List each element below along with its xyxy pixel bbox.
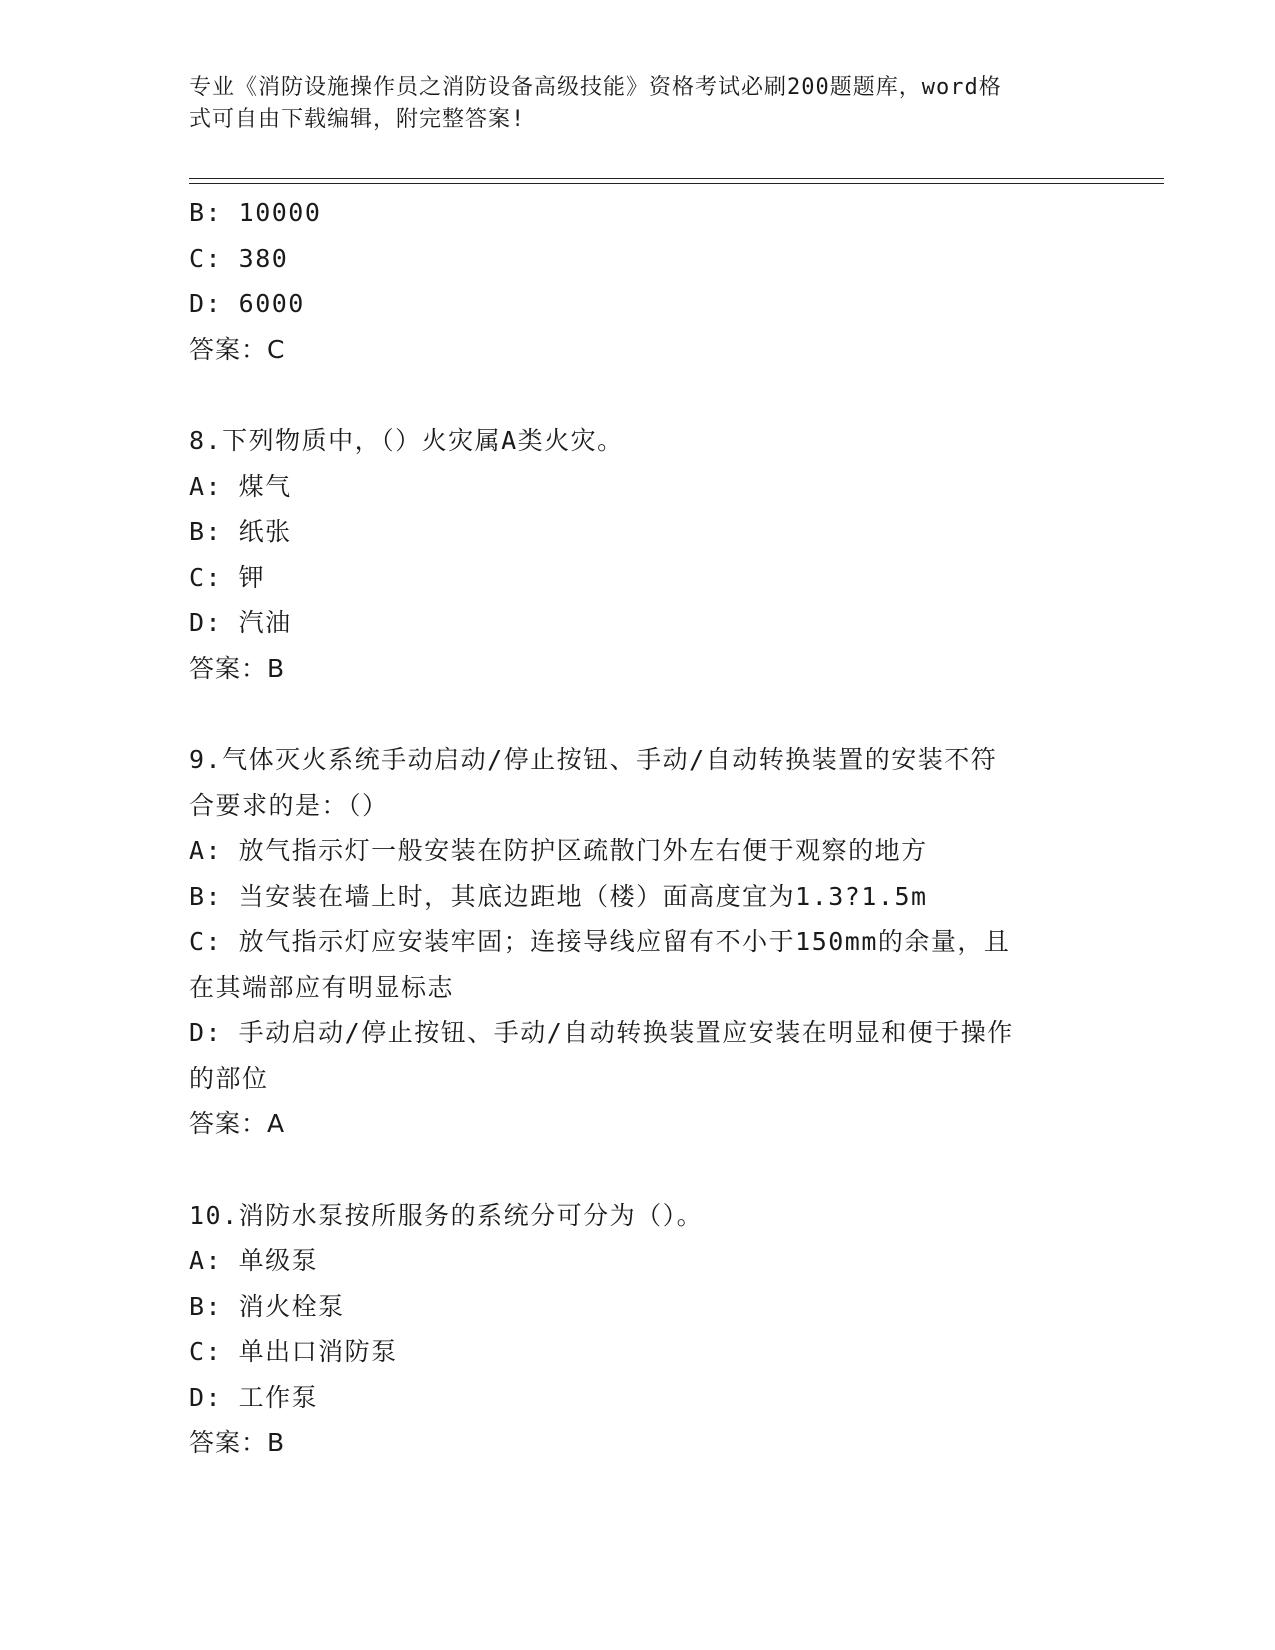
question-gap: [189, 1147, 1089, 1193]
option-b: B: 消火栓泵: [189, 1291, 345, 1321]
document-header: [189, 72, 1069, 136]
option-d-continued: 的部位: [189, 1063, 269, 1093]
answer-line: 答案：B: [189, 1428, 286, 1457]
question-text: 9.气体灭火系统手动启动/停止按钮、手动/自动转换装置的安装不符: [189, 745, 998, 774]
question-text: 合要求的是：（）: [189, 790, 389, 820]
header-divider: [189, 183, 1164, 184]
option-a: A: 煤气: [189, 471, 292, 501]
question-gap: [189, 372, 1089, 418]
answer-line: 答案：A: [189, 1109, 286, 1138]
option-d: D: 手动启动/停止按钮、手动/自动转换装置应安装在明显和便于操作: [189, 1018, 1014, 1047]
question-text: 8.下列物质中，（）火灾属A类火灾。: [189, 426, 624, 455]
option-d: D: 工作泵: [189, 1382, 319, 1412]
header-divider: [189, 178, 1164, 179]
question-list: [189, 190, 1089, 1466]
question-gap: [189, 691, 1089, 737]
header-line: 专业《消防设施操作员之消防设备高级技能》资格考试必刷200题题库，word格: [189, 75, 1002, 100]
question-9: [189, 737, 1089, 1147]
option-d: D: 汽油: [189, 608, 292, 637]
option-d: D: 6000: [189, 289, 305, 318]
option-c: C: 单出口消防泵: [189, 1337, 398, 1366]
option-b: B: 10000: [189, 198, 322, 227]
question-10: [189, 1193, 1089, 1466]
option-a: A: 放气指示灯一般安装在防护区疏散门外左右便于观察的地方: [189, 836, 928, 865]
option-c: C: 钾: [189, 562, 266, 592]
question-continuation: [189, 190, 1089, 372]
option-c: C: 380: [189, 243, 289, 273]
header-line: 式可自由下载编辑，附完整答案!: [189, 107, 526, 132]
option-a: A: 单级泵: [189, 1246, 319, 1275]
question-8: [189, 418, 1089, 691]
option-b: B: 当安装在墙上时，其底边距地（楼）面高度宜为1.3?1.5m: [189, 881, 928, 911]
option-c: C: 放气指示灯应安装牢固；连接导线应留有不小于150mm的余量，且: [189, 927, 1011, 956]
answer-line: 答案：B: [189, 653, 286, 683]
answer-line: 答案：C: [189, 334, 286, 364]
option-c-continued: 在其端部应有明显标志: [189, 972, 455, 1002]
option-b: B: 纸张: [189, 517, 292, 546]
question-text: 10.消防水泵按所服务的系统分可分为（）。: [189, 1200, 704, 1230]
